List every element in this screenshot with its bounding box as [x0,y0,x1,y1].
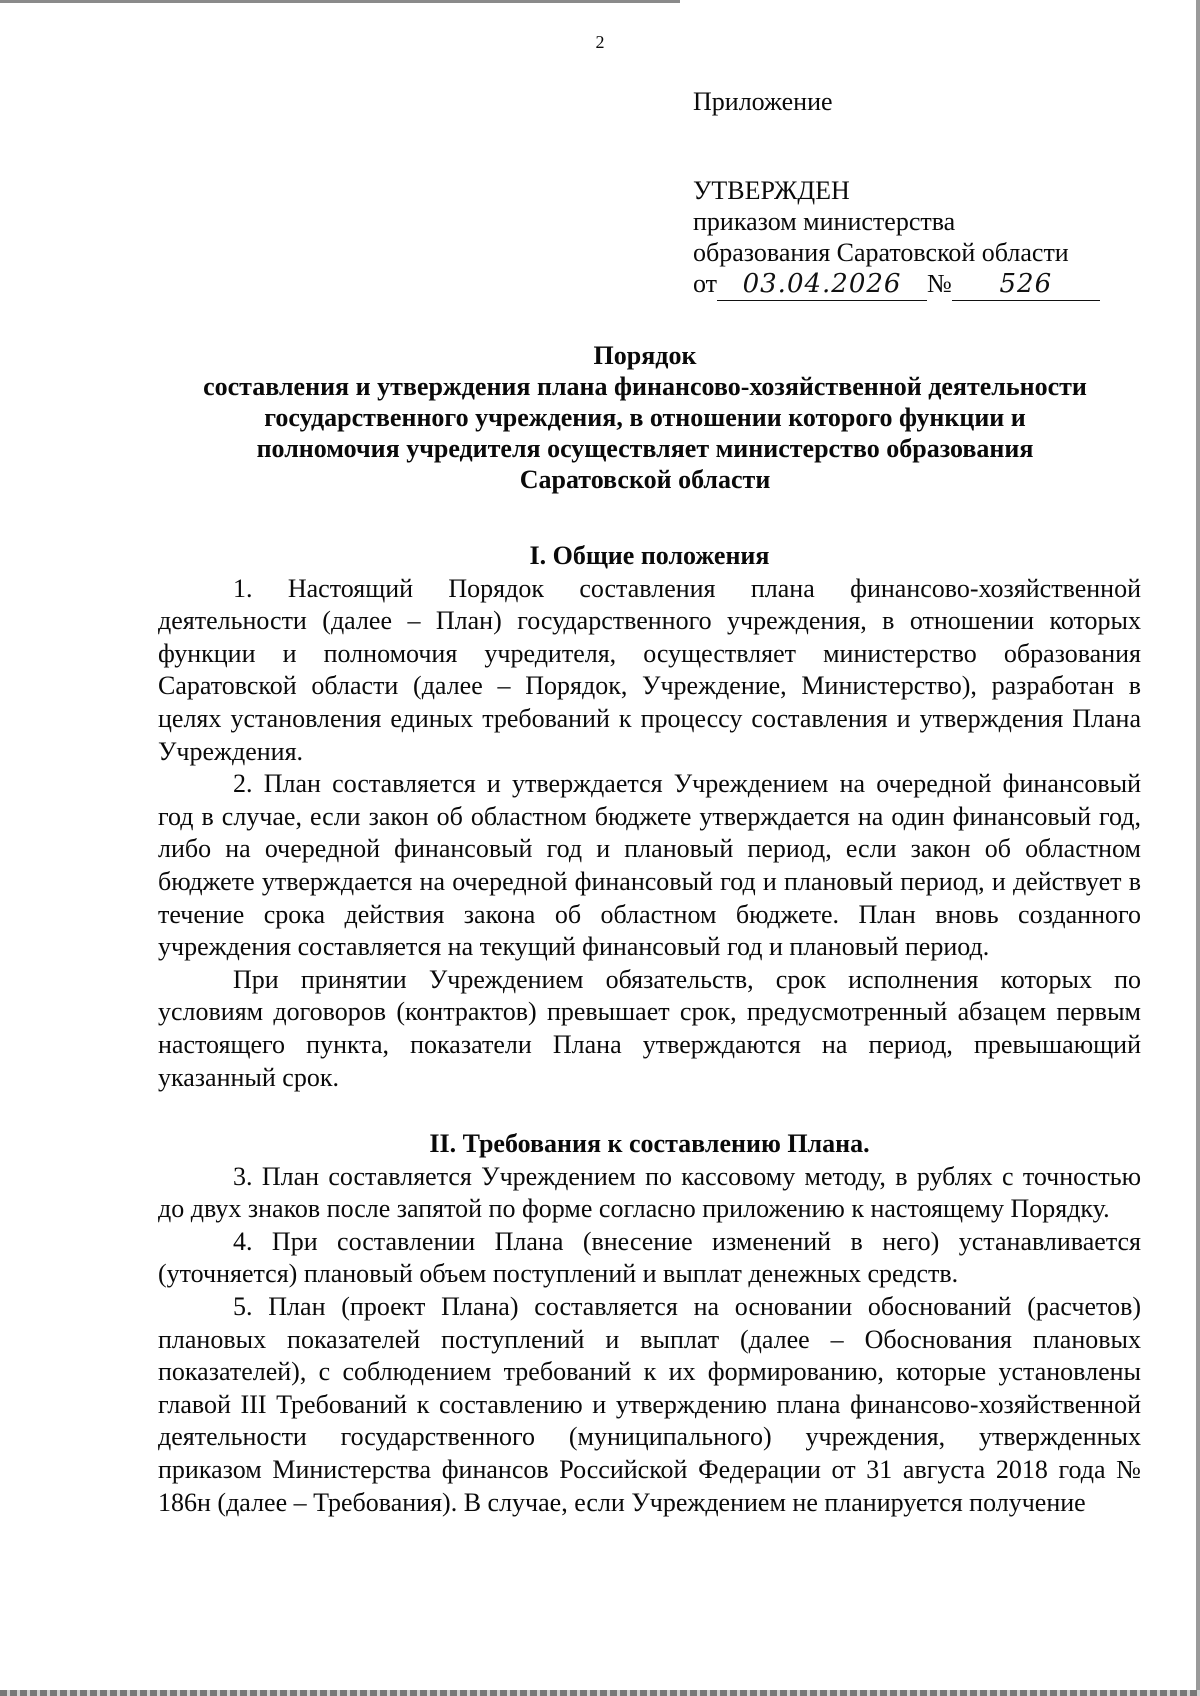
title-line-5: Саратовской области [519,465,771,494]
title-line-4: полномочия учредителя осуществляет министерство образования [256,434,1034,463]
paragraph-2: 2. План составляется и утверждается Учреждением на очередной финансовый год в случае, если закон об областном бюджете утверждается на один финансовый год, либо на очередной финансовый год и плановый период, если закон об областном бюджете утверждается на очередной финансовый год и плановый период, и действует в течение срока действия закона об областном бюджете. План вновь созданного учреждения составляется на текущий финансовый год и плановый период. [158,769,1141,962]
approval-line-2: образования Саратовской области [693,238,1069,267]
paragraph-1: 1. Настоящий Порядок составления плана финансово-хозяйственной деятельности (далее – План) государственного учреждения, в отношении которых функции и полномочия учредителя, осуществляет министерство образования Саратовской области (далее – Порядок, Учреждение, Министерство), разработан в целях установления единых требований к процессу составления и утверждения Плана Учреждения. [158,573,1141,766]
approval-line-1: приказом министерства [693,207,956,236]
approval-date-number-row [693,268,1100,301]
approval-stamp-block [693,86,1100,301]
handwritten-date: 03.04.2026 [717,269,927,301]
title-line-3: государственного учреждения, в отношении которого функции и [264,403,1026,432]
document-title [150,340,1140,495]
title-line-1: Порядок [593,341,697,370]
date-prefix: от [693,269,718,298]
paragraph-5: 5. План (проект Плана) составляется на основании обоснований (расчетов) плановых показателей поступлений и выплат (далее – Обоснования плановых показателей), с соблюдением требований к их формированию, которые установлены главой III Требований к составлению и утверждению плана финансово-хозяйственной деятельности государственного (муниципального) учреждения, утвержденных приказом Министерства финансов Российской Федерации от 31 августа 2018 года № 186н (далее – Требования). В случае, если Учреждением не планируется получение [158,1292,1141,1517]
paragraph-4: 4. При составлении Плана (внесение изменений в него) устанавливается (уточняется) плановый объем поступлений и выплат денежных средств. [158,1226,1141,1289]
section-2-heading: II. Требования к составлению Плана. [429,1129,870,1159]
number-prefix: № [927,269,952,298]
title-line-2: составления и утверждения плана финансово-хозяйственной деятельности [203,372,1087,401]
page-number: 2 [595,32,605,52]
section-1-heading: I. Общие положения [529,541,770,570]
handwritten-number: 526 [952,269,1100,301]
paragraph-2-continued: При принятии Учреждением обязательств, срок исполнения которых по условиям договоров (контрактов) превышает срок, предусмотренный абзацем первым настоящего пункта, показатели Плана утверждаются на период, превышающий указанный срок. [158,964,1141,1092]
scan-edge-top [0,0,680,3]
scan-edge-right [1196,0,1200,1696]
approved-label: УТВЕРЖДЕН [693,176,850,205]
scan-edge-bottom [0,1690,1200,1696]
appendix-label: Приложение [693,87,833,116]
paragraph-3: 3. План составляется Учреждением по кассовому методу, в рублях с точностью до двух знаков после запятой по форме согласно приложению к настоящему Порядку. [158,1161,1141,1224]
document-body [158,540,1141,1519]
